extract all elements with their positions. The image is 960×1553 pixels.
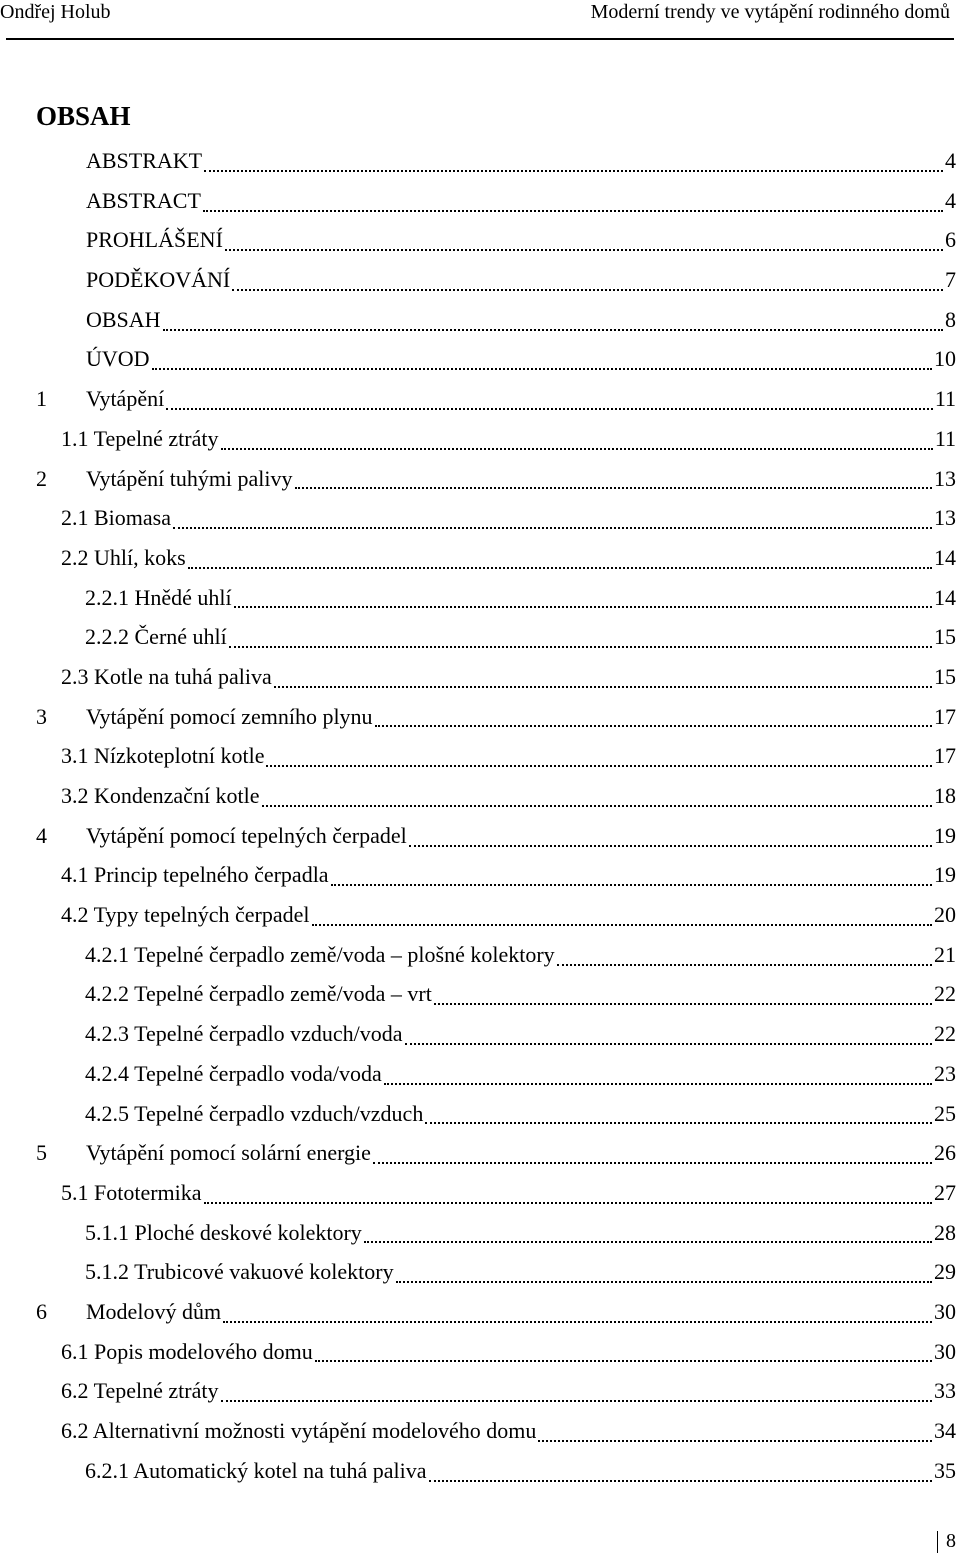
toc-dot-leader xyxy=(166,408,933,410)
toc-entry[interactable] xyxy=(36,1213,956,1253)
toc-entry[interactable] xyxy=(36,419,956,459)
toc-dot-leader xyxy=(152,368,932,370)
toc-dot-leader xyxy=(262,805,932,807)
toc-entry-title: 6.2.1 Automatický kotel na tuhá paliva xyxy=(85,1457,427,1483)
toc-entry[interactable] xyxy=(36,379,956,419)
toc-dot-leader xyxy=(232,289,943,291)
toc-entry-title: 2.3 Kotle na tuhá paliva xyxy=(61,663,272,689)
toc-entry-page: 19 xyxy=(934,862,956,888)
toc-entry-page: 7 xyxy=(945,267,956,293)
toc-entry[interactable] xyxy=(36,736,956,776)
toc-entry[interactable] xyxy=(36,1371,956,1411)
toc-entry[interactable] xyxy=(36,1332,956,1372)
toc-entry-page: 20 xyxy=(934,902,956,928)
toc-heading: OBSAH xyxy=(36,101,131,131)
toc-entry-title: 2.2 Uhlí, koks xyxy=(61,544,186,570)
toc-entry-page: 4 xyxy=(945,148,956,173)
toc-entry-page: 23 xyxy=(934,1060,956,1086)
toc-dot-leader xyxy=(204,1202,932,1204)
toc-dot-leader xyxy=(274,686,932,688)
toc-entry-title: Vytápění pomocí tepelných čerpadel xyxy=(86,822,407,848)
toc-entry-title: 4.2.5 Tepelné čerpadlo vzduch/vzduch xyxy=(85,1100,424,1126)
toc-dot-leader xyxy=(315,1360,932,1362)
toc-entry[interactable] xyxy=(36,459,956,499)
toc-dot-leader xyxy=(373,1162,932,1164)
toc-entry[interactable] xyxy=(36,141,956,181)
toc-entry[interactable] xyxy=(36,697,956,737)
toc-dot-leader xyxy=(384,1083,932,1085)
toc-entry-title: 4.2.3 Tepelné čerpadlo vzduch/voda xyxy=(85,1021,403,1047)
header-title: Moderní trendy ve vytápění rodinného domů xyxy=(590,1,950,23)
toc-entry-page: 15 xyxy=(934,663,956,689)
toc-entry-title: 4.2.1 Tepelné čerpadlo země/voda – plošné kolektory xyxy=(85,941,555,967)
toc-entry-title: 6.1 Popis modelového domu xyxy=(61,1338,313,1364)
toc-entry-page: 13 xyxy=(934,465,956,491)
toc-entry-title: 5.1.2 Trubicové vakuové kolektory xyxy=(85,1259,394,1285)
toc-dot-leader xyxy=(295,487,932,489)
toc-entry-number: 6 xyxy=(36,1298,47,1324)
toc-dot-leader xyxy=(163,329,943,331)
toc-entry-title: Modelový dům xyxy=(86,1298,222,1324)
toc-entry-title: 5.1 Fototermika xyxy=(61,1179,202,1205)
toc-dot-leader xyxy=(409,845,932,847)
footer-divider xyxy=(937,1531,938,1553)
toc-entry-number: 1 xyxy=(36,386,47,412)
toc-entry[interactable] xyxy=(36,1173,956,1213)
toc-entry[interactable] xyxy=(36,974,956,1014)
toc-dot-leader xyxy=(266,765,932,767)
toc-entry-title: Vytápění pomocí zemního plynu xyxy=(86,703,373,729)
toc-dot-leader xyxy=(221,1400,933,1402)
toc-entry-page: 29 xyxy=(934,1259,956,1285)
toc-entry[interactable] xyxy=(36,855,956,895)
toc-entry-page: 18 xyxy=(934,783,956,808)
toc-entry-page: 17 xyxy=(934,703,956,729)
toc-entry-title: 6.2 Tepelné ztráty xyxy=(61,1378,219,1404)
toc-entry-number: 3 xyxy=(36,703,47,729)
toc-dot-leader xyxy=(173,527,932,529)
toc-entry[interactable] xyxy=(36,260,956,300)
toc-dot-leader xyxy=(225,249,943,251)
toc-entry-page: 4 xyxy=(945,187,956,213)
toc-entry-title: 3.1 Nízkoteplotní kotle xyxy=(61,743,265,769)
toc-entry-title: ABSTRAKT xyxy=(86,148,203,173)
toc-entry-page: 27 xyxy=(934,1179,956,1205)
toc-entry-page: 13 xyxy=(934,505,956,531)
toc-entry-page: 21 xyxy=(934,941,956,967)
toc-entry-page: 26 xyxy=(934,1140,956,1166)
toc-entry-page: 30 xyxy=(934,1338,956,1364)
toc-entry-page: 28 xyxy=(934,1219,956,1245)
toc-dot-leader xyxy=(375,725,932,727)
toc-dot-leader xyxy=(223,1321,932,1323)
toc-entry[interactable] xyxy=(36,498,956,538)
toc-entry-number: 5 xyxy=(36,1140,47,1166)
toc-entry[interactable] xyxy=(36,776,956,816)
toc-entry-title: OBSAH xyxy=(86,306,161,332)
toc-dot-leader xyxy=(204,170,943,172)
toc-entry-page: 25 xyxy=(934,1100,956,1126)
toc-dot-leader xyxy=(429,1480,932,1482)
header-rule xyxy=(6,38,954,40)
toc-entry-title: Vytápění pomocí solární energie xyxy=(86,1140,371,1166)
toc-entry-title: 4.1 Princip tepelného čerpadla xyxy=(61,862,329,888)
toc-entry-title: 2.1 Biomasa xyxy=(61,505,171,531)
toc-dot-leader xyxy=(557,964,932,966)
toc-entry-title: 4.2 Typy tepelných čerpadel xyxy=(61,902,310,928)
toc-entry[interactable] xyxy=(36,578,956,618)
toc-entry[interactable] xyxy=(36,1451,956,1491)
toc-entry-page: 8 xyxy=(945,306,956,332)
toc-entry-title: Vytápění tuhými palivy xyxy=(86,465,293,491)
toc-entry[interactable] xyxy=(36,220,956,260)
toc-entry-page: 11 xyxy=(934,425,956,451)
toc-entry-page: 14 xyxy=(934,584,956,610)
toc-entry-page: 22 xyxy=(934,1021,956,1047)
toc-entry[interactable] xyxy=(36,339,956,379)
toc-entry-title: PROHLÁŠENÍ xyxy=(86,227,223,253)
toc-dot-leader xyxy=(203,210,943,212)
toc-entry[interactable] xyxy=(36,935,956,975)
toc-entry-number: 4 xyxy=(36,822,47,848)
toc-dot-leader xyxy=(234,606,932,608)
toc-dot-leader xyxy=(396,1281,932,1283)
toc-entry[interactable] xyxy=(36,181,956,221)
toc-entry-page: 30 xyxy=(934,1298,956,1324)
toc-entry-page: 34 xyxy=(934,1418,956,1443)
toc-entry-number: 2 xyxy=(36,465,47,491)
table-of-contents xyxy=(36,141,956,1490)
page-footer xyxy=(937,1530,956,1553)
toc-entry-title: 4.2.2 Tepelné čerpadlo země/voda – vrt xyxy=(85,981,432,1007)
toc-dot-leader xyxy=(538,1440,932,1442)
toc-dot-leader xyxy=(221,448,933,450)
toc-entry-title: PODĚKOVÁNÍ xyxy=(86,267,231,293)
toc-dot-leader xyxy=(229,646,932,648)
header-author: Ondřej Holub xyxy=(0,1,111,23)
page-header xyxy=(0,0,960,40)
toc-entry-page: 6 xyxy=(945,227,956,253)
toc-entry-title: Vytápění xyxy=(86,386,165,412)
toc-entry-title: ÚVOD xyxy=(86,346,150,372)
toc-entry-page: 15 xyxy=(934,624,956,650)
toc-entry[interactable] xyxy=(36,1133,956,1173)
toc-entry-page: 19 xyxy=(934,822,956,848)
toc-entry-title: 1.1 Tepelné ztráty xyxy=(61,425,219,451)
toc-entry-page: 11 xyxy=(934,386,956,412)
toc-entry[interactable] xyxy=(36,1411,956,1451)
toc-entry[interactable] xyxy=(36,657,956,697)
toc-entry[interactable] xyxy=(36,617,956,657)
footer-page-number: 8 xyxy=(946,1530,956,1552)
toc-entry-title: 2.2.1 Hnědé uhlí xyxy=(85,584,232,610)
toc-entry[interactable] xyxy=(36,1014,956,1054)
toc-entry-title: 6.2 Alternativní možnosti vytápění modelového domu xyxy=(61,1418,537,1443)
toc-dot-leader xyxy=(188,567,932,569)
toc-entry[interactable] xyxy=(36,1094,956,1134)
toc-dot-leader xyxy=(364,1241,932,1243)
toc-entry[interactable] xyxy=(36,300,956,340)
toc-entry[interactable] xyxy=(36,816,956,856)
toc-entry-page: 17 xyxy=(934,743,956,769)
toc-entry-page: 14 xyxy=(934,544,956,570)
toc-entry-page: 22 xyxy=(934,981,956,1007)
toc-dot-leader xyxy=(405,1043,932,1045)
toc-entry[interactable] xyxy=(36,1252,956,1292)
toc-entry-page: 10 xyxy=(934,346,956,372)
toc-entry-page: 35 xyxy=(934,1457,956,1483)
toc-entry-title: 5.1.1 Ploché deskové kolektory xyxy=(85,1219,362,1245)
toc-dot-leader xyxy=(434,1003,932,1005)
toc-entry[interactable] xyxy=(36,1054,956,1094)
toc-dot-leader xyxy=(425,1122,932,1124)
toc-entry-page: 33 xyxy=(934,1378,956,1404)
toc-entry-title: 4.2.4 Tepelné čerpadlo voda/voda xyxy=(85,1060,382,1086)
toc-dot-leader xyxy=(331,884,932,886)
toc-entry-title: 3.2 Kondenzační kotle xyxy=(61,783,260,808)
toc-entry-title: ABSTRACT xyxy=(86,187,201,213)
toc-entry[interactable] xyxy=(36,538,956,578)
toc-entry[interactable] xyxy=(36,895,956,935)
toc-entry-title: 2.2.2 Černé uhlí xyxy=(85,624,227,650)
toc-entry[interactable] xyxy=(36,1292,956,1332)
toc-dot-leader xyxy=(312,924,932,926)
